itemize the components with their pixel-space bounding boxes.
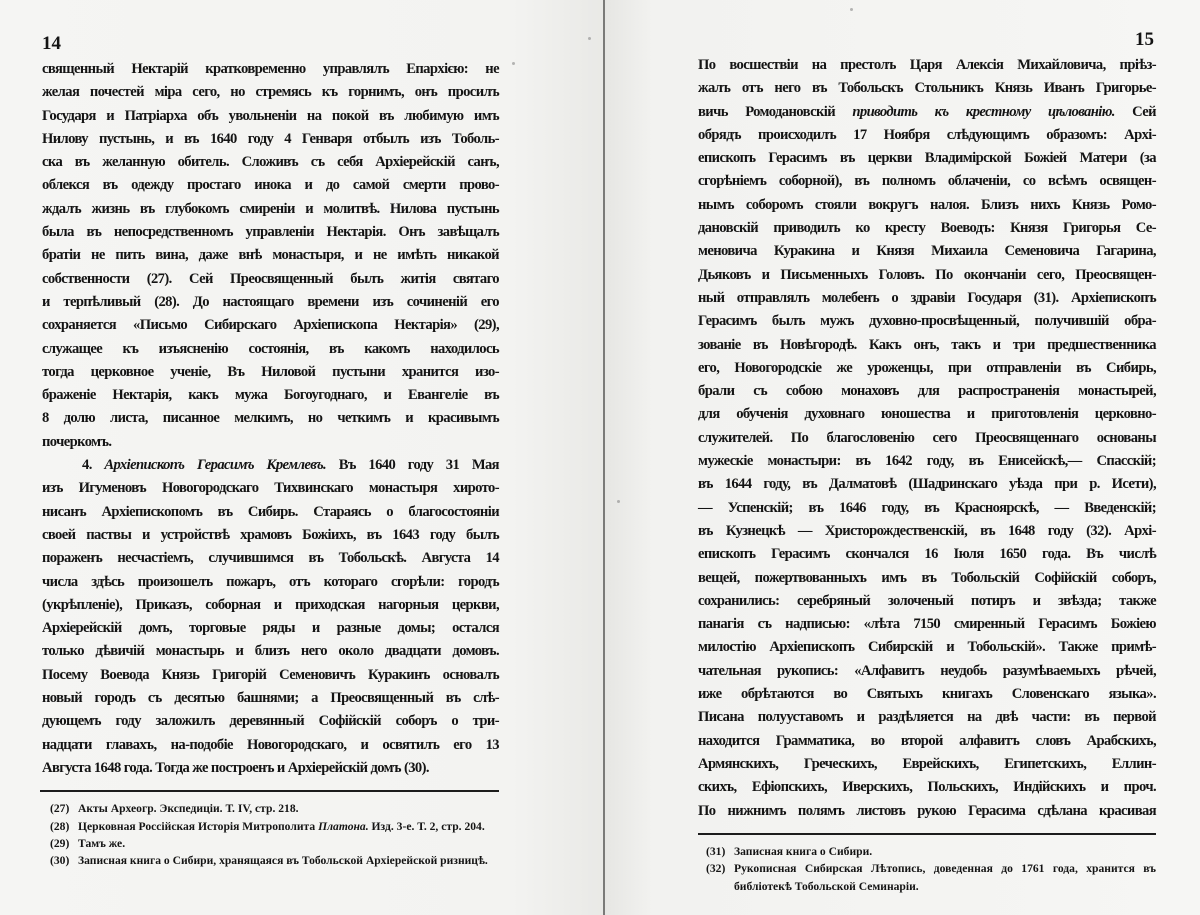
text-line: новый городъ съ десятью башнями; а Преосвященный въ слѣ-: [42, 690, 499, 707]
footnote-rule: [40, 790, 499, 792]
text-line: скихъ, Ефіопскихъ, Иверскихъ, Польскихъ, Индійскихъ и проч.: [698, 779, 1156, 796]
text-line: ска въ желанную обитель. Сложивъ съ себя Архіерейскій санъ,: [42, 154, 499, 171]
text-line: находится Грамматика, во второй алфавитъ словъ Арабскихъ,: [698, 732, 1156, 749]
footnote: [706, 843, 1156, 860]
footnotes: [42, 800, 499, 870]
text-line: По нижнимъ полямъ листовъ рукою Герасима сдѣлана красивая: [698, 802, 1156, 819]
text-line: нисанъ Архіепископомъ въ Сибирь. Стараясь о благосостояніи: [42, 503, 499, 520]
text-line: зованіе въ Новѣгородѣ. Какъ онъ, такъ и три предшественника: [698, 336, 1156, 353]
page-number: 15: [1135, 29, 1154, 50]
text-line: 8 долю листа, писанное мелкимъ, но четкимъ и красивымъ: [42, 410, 499, 427]
text-line: для обученія духовнаго юношества и приготовленія церковно-: [698, 406, 1156, 423]
footnote-text-part: Изд. 3-е. Т. 2, стр. 204.: [371, 819, 485, 833]
text-line: жалъ отъ него въ Тобольскъ Стольникъ Князь Иванъ Григорье-: [698, 80, 1156, 97]
footnote-number: (30): [50, 854, 70, 868]
footnotes: [698, 843, 1156, 895]
text-line: служащее къ изъясненію состоянія, въ какомъ находилось: [42, 340, 499, 357]
text-line: ждалъ жизнь въ глубокомъ смиреніи и молитвѣ. Нилова пустынь: [42, 200, 499, 217]
footnote-number: (28): [50, 819, 70, 833]
text-line: Архіерейскій домъ, торговые ряды и разные домы; остался: [42, 620, 499, 637]
text-part: Сей: [1132, 103, 1156, 120]
text-line: сохранились: серебряный золоченый потиръ и звѣзда; также: [698, 592, 1156, 609]
text-line: (укрѣпленіе), Приказъ, соборная и приходская нагорныя церкви,: [42, 596, 499, 613]
text-line: была въ непосредственномъ управленіи Нектарія. Онъ завѣщалъ: [42, 224, 499, 241]
footnote: [50, 852, 499, 869]
text-line: желая почестей міра сего, но стремясь къ горнимъ, онъ просилъ: [42, 84, 499, 101]
text-line: милостію Архіепископъ Сибирскій и Тобольскій». Также примѣ-: [698, 639, 1156, 656]
text-line: браженіе Нектарія, какъ мужа Богоугоднаго, и Евангеліе въ: [42, 387, 499, 404]
footnote-number: (29): [50, 837, 70, 851]
text-line: Августа 1648 года. Тогда же построенъ и Архіерейскій домъ (30).: [42, 759, 429, 776]
text-line: изъ Игуменовъ Новогородскаго Тихвинскаго монастыря хирото-: [42, 480, 499, 497]
text-line: дановскій приводилъ ко кресту Воеводъ: Князя Григорья Се-: [698, 220, 1156, 237]
text-line: По восшествіи на престолъ Царя Алексія Михайловича, пріѣз-: [698, 57, 1156, 73]
text-line: его, Новогородскіе же уроженцы, при отправленіи въ Сибирь,: [698, 359, 1156, 376]
text-line: пораженъ несчастіемъ, случившимся въ Тобольскѣ. Августа 14: [42, 550, 499, 567]
footnote: [50, 800, 499, 817]
text-line: своей паствы и устройствѣ храмовъ Божіихъ, въ 1643 году былъ: [42, 526, 499, 543]
footnote-text-part: Церковная Россійская Исторія Митрополита: [78, 819, 316, 833]
footnote-number: (32): [706, 862, 726, 876]
footnote-text: Записная книга о Сибири.: [734, 844, 873, 858]
footnote: [706, 860, 1156, 895]
text-line: надцати главахъ, на-подобіе Новогородскаго, и освятилъ его 13: [42, 736, 499, 753]
text-line: епископъ Герасимъ въ церкви Владимірской Божіей Матери (за: [698, 150, 1156, 167]
section-first-line: Въ 1640 году 31 Мая: [338, 457, 499, 474]
footnote-italic-name: Платона.: [318, 819, 369, 833]
paper-speck: [512, 62, 515, 65]
footnote-text: Рукописная Сибирская Лѣтопись, доведенная до 1761 года, хранится въ библіотекѣ Тобольской Семинаріи.: [734, 862, 1156, 893]
text-line: брали съ собою монаховъ для распространенія монастырей,: [698, 383, 1156, 400]
footnote-rule: [698, 833, 1156, 835]
body-text: [42, 58, 499, 780]
text-line: ный отправлялъ молебенъ о здравіи Государя (31). Архіепископъ: [698, 289, 1156, 306]
text-line: меновича Куракина и Князя Михаила Семеновича Гагарина,: [698, 243, 1156, 260]
footnote-number: (27): [50, 802, 70, 816]
text-line: только дѣвичій монастырь и близъ него около двадцати домовъ.: [42, 643, 499, 660]
italic-phrase: приводить къ крестному цѣлованію.: [852, 103, 1115, 120]
section-heading: Архіепископъ Герасимъ Кремлевъ.: [104, 457, 327, 474]
text-line: Дьяковъ и Письменныхъ Головъ. По окончаніи сего, Преосвящен-: [698, 266, 1156, 283]
text-line: тогда церковное ученіе, Въ Ниловой пустыни хранится изо-: [42, 363, 499, 380]
text-line: собственности (27). Сей Преосвященный былъ житія святаго: [42, 270, 499, 287]
text-line: панагія съ надписью: «лѣта 7150 смиренный Герасимъ Божіею: [698, 616, 1156, 633]
text-line: дующемъ году заложилъ деревянный Софійскій соборъ о три-: [42, 713, 499, 730]
text-line: Государя и Патріарха объ увольненіи на покой въ любимую имъ: [42, 107, 499, 124]
footnote-text: [78, 818, 499, 835]
text-line: Писана полууставомъ и раздѣляется на двѣ части: въ первой: [698, 709, 1156, 726]
text-line: Герасимъ былъ мужъ духовно-просвѣщенный, получившій обра-: [698, 313, 1156, 330]
body-text: [698, 54, 1156, 823]
footnote-number: (31): [706, 844, 726, 858]
text-line: чательная рукопись: «Алфавитъ неудобь разумѣваемыхъ рѣчей,: [698, 662, 1156, 679]
text-line: въ 1644 году, въ Далматовѣ (Шадринскаго уѣзда при р. Исети),: [698, 476, 1156, 493]
text-line: сгорѣніемъ соборной), въ полномъ облаченіи, со всѣмъ освящен-: [698, 173, 1156, 190]
section-number: 4.: [82, 457, 92, 474]
text-line: числа здѣсь произошелъ пожаръ, отъ котораго сгорѣли: городъ: [42, 573, 499, 590]
text-line: вещей, пожертвованныхъ имъ въ Тобольскій Софійскій соборъ,: [698, 569, 1156, 586]
text-line: обрядъ происходилъ 17 Ноября слѣдующимъ образомъ: Архі-: [698, 126, 1156, 143]
paper-speck: [850, 8, 853, 11]
text-line: [698, 101, 1156, 124]
text-line: Армянскихъ, Греческихъ, Еврейскихъ, Египетскихъ, Еллин-: [698, 755, 1156, 772]
text-line: иже обрѣтаются во Святыхъ книгахъ Словенскаго языка».: [698, 686, 1156, 703]
text-line: сохраняется «Письмо Сибирскаго Архіепископа Нектарія» (29),: [42, 317, 499, 334]
text-line: — Успенскій; въ 1646 году, въ Красноярскѣ, — Введенскій;: [698, 499, 1156, 516]
paper-speck: [588, 37, 591, 40]
text-line: мужескіе монастыри: въ 1642 году, въ Енисейскѣ,— Спасскій;: [698, 453, 1156, 470]
text-line: служителей. По благословенію сего Преосвященнаго основаны: [698, 429, 1156, 446]
text-line: епископъ Герасимъ скончался 16 Іюля 1650 года. Въ числѣ: [698, 546, 1156, 563]
page-number: 14: [42, 33, 61, 54]
footnote-text: Акты Археогр. Экспедиціи. Т. IV, стр. 218.: [78, 802, 299, 816]
text-line: почеркомъ.: [42, 433, 112, 450]
text-line: облекся въ одежду простаго инока и до самой смерти прово-: [42, 177, 499, 194]
paper-speck: [617, 500, 620, 503]
text-part: вичь Ромодановскій: [698, 103, 836, 120]
text-line: Посему Воевода Князь Григорій Семеновичъ Куракинъ основалъ: [42, 666, 499, 683]
footnote: [50, 835, 499, 852]
text-line: священный Нектарій кратковременно управлялъ Епархією: не: [42, 61, 499, 77]
footnote: [50, 818, 499, 835]
text-line: въ Кузнецкѣ — Христорождественскій, въ 1648 году (32). Архі-: [698, 522, 1156, 539]
footnote-text: Тамъ же.: [78, 837, 126, 851]
right-page: [605, 0, 1200, 915]
section-heading-line: [42, 454, 499, 477]
footnote-text: Записная книга о Сибири, хранящаяся въ Тобольской Архіерейской ризницѣ.: [78, 854, 488, 868]
text-line: братіи не пить вина, даже внѣ монастыря, и не имѣть никакой: [42, 247, 499, 264]
text-line: и терпѣливый (28). До настоящаго времени изъ сочиненій его: [42, 293, 499, 310]
text-line: нымъ соборомъ стояли вокругъ налоя. Близъ нихъ Князь Ромо-: [698, 196, 1156, 213]
text-line: Нилову пустынь, и въ 1640 году 4 Генваря отбылъ изъ Тоболь-: [42, 130, 499, 147]
